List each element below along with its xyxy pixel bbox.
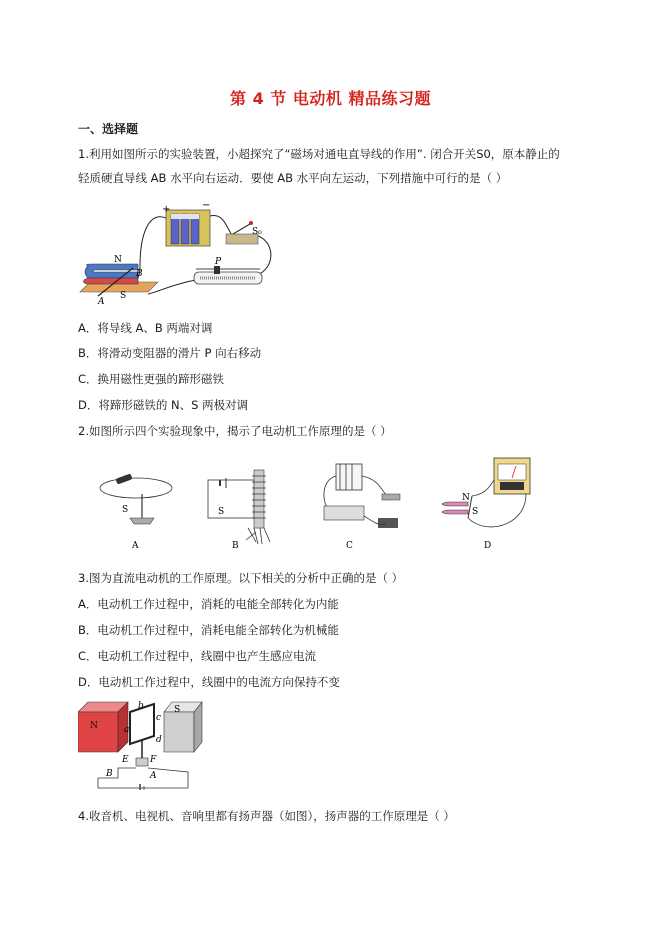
svg-text:S: S	[122, 505, 129, 515]
q3-option-c: C．电动机工作过程中，线圈中也产生感应电流	[78, 649, 317, 663]
q1-plus-label: +	[162, 204, 171, 215]
q3-option-a: A．电动机工作过程中，消耗的电能全部转化为内能	[78, 597, 339, 611]
svg-text:B: B	[106, 769, 113, 779]
section-heading: 一、选择题	[78, 122, 139, 136]
q2-label-d: D	[484, 541, 492, 551]
q1-slider-label: P	[215, 257, 222, 267]
q2-figure-b	[208, 470, 270, 551]
q2-label-c: C	[346, 541, 353, 551]
q1-minus-label: −	[202, 200, 211, 211]
q3-option-b: B．电动机工作过程中，消耗电能全部转化为机械能	[78, 623, 339, 637]
page-title: 第 4 节 电动机 精品练习题	[230, 89, 431, 108]
q1-option-b: B．将滑动变阻器的滑片 P 向右移动	[78, 346, 262, 360]
svg-text:N: N	[462, 493, 470, 503]
q4-stem: 4.收音机、电视机、音响里都有扬声器（如图），扬声器的工作原理是（ ）	[78, 809, 455, 823]
q3-option-d: D．电动机工作过程中，线圈中的电流方向保持不变	[78, 675, 340, 689]
svg-text:c: c	[156, 713, 162, 723]
svg-text:F: F	[150, 755, 157, 765]
q1-option-a: A．将导线 A、B 两端对调	[78, 321, 213, 335]
q2-four-experiments-figure	[96, 456, 536, 554]
svg-text:S: S	[472, 507, 479, 517]
svg-text:a: a	[124, 725, 130, 735]
svg-text:d: d	[156, 735, 162, 745]
q1-option-c: C．换用磁性更强的蹄形磁铁	[78, 372, 225, 386]
q3-dc-motor-figure	[78, 698, 208, 790]
q1-stem-line1: 1.利用如图所示的实验装置，小超探究了“磁场对通电直导线的作用”. 闭合开关S0，原本静止的	[78, 147, 560, 161]
svg-text:A: A	[150, 771, 157, 781]
q3-north-label: N	[90, 721, 98, 731]
q1-stem-line2: 轻质硬直导线 AB 水平向右运动．要使 AB 水平向左运动，下列措施中可行的是（ ）	[78, 171, 508, 185]
q1-b-label: B	[136, 269, 143, 279]
q2-stem: 2.如图所示四个实验现象中，揭示了电动机工作原理的是（ ）	[78, 424, 392, 438]
q2-label-b: B	[232, 541, 239, 551]
svg-text:S: S	[218, 507, 225, 517]
q3-stem: 3.图为直流电动机的工作原理。以下相关的分析中正确的是（ ）	[78, 571, 404, 585]
q2-label-a: A	[132, 541, 139, 551]
q2-figure-c	[324, 464, 400, 551]
q2-figure-a	[100, 473, 172, 551]
svg-text:b: b	[138, 701, 144, 711]
q1-north-label: N	[114, 255, 122, 265]
q1-a-label: A	[98, 297, 105, 307]
q3-south-label: S	[174, 705, 181, 715]
q2-figure-d	[442, 458, 530, 551]
svg-text:E: E	[122, 755, 129, 765]
q1-south-label: S	[120, 291, 127, 301]
q1-switch-label: S₀	[252, 227, 262, 237]
q1-apparatus-figure	[78, 196, 278, 308]
q1-option-d: D．将蹄形磁铁的 N、S 两极对调	[78, 398, 249, 412]
